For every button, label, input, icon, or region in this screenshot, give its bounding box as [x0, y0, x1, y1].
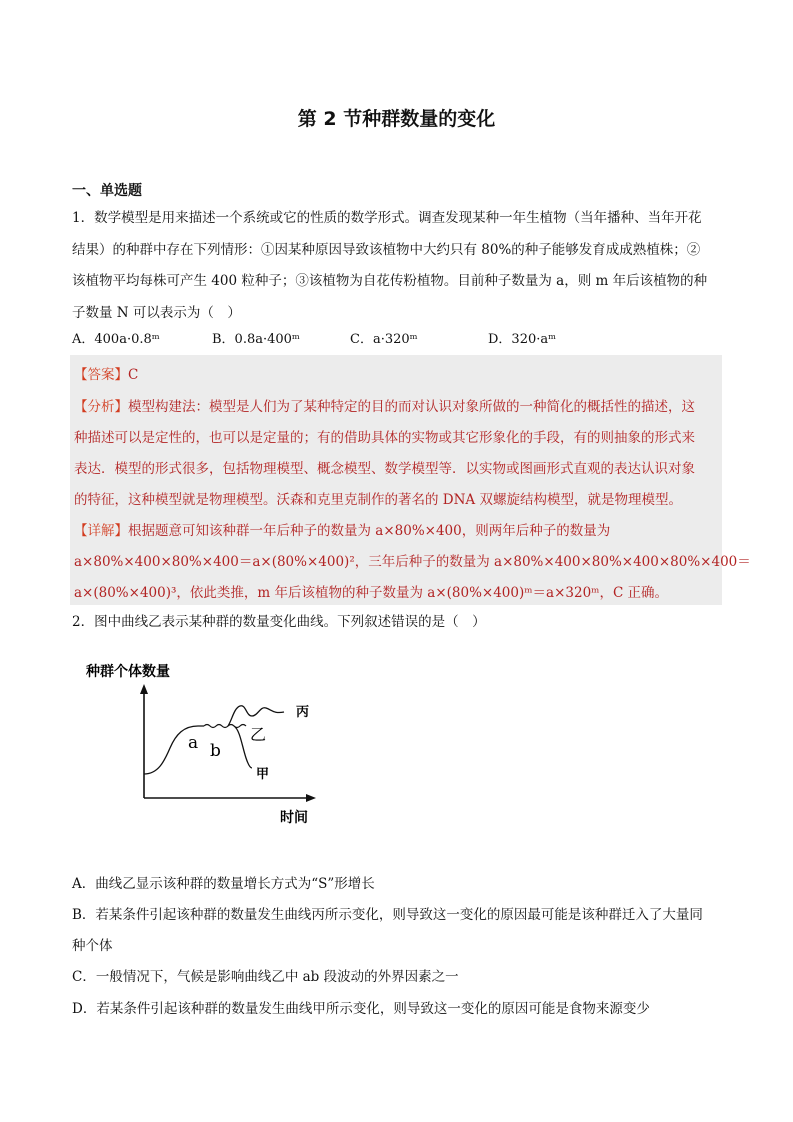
- answer-explanation-box: [70, 355, 751, 605]
- analysis-line: 种描述可以是定性的，也可以是定量的；有的借助具体的实物或其它形象化的手段，有的则抽象的形式来: [74, 430, 695, 446]
- analysis-line: [74, 395, 695, 415]
- question-1-stem: [72, 203, 722, 329]
- question-1-line: 结果）的种群中存在下列情形：①因某种原因导致该植物中大约只有 80%的种子能够发育成成熟植株；②: [72, 241, 701, 258]
- y-axis-arrow: [140, 684, 148, 694]
- curve-bing: [228, 706, 284, 726]
- option-d: D．320·aᵐ: [488, 332, 557, 347]
- label-b: b: [210, 741, 221, 761]
- question-2-option-a: A．曲线乙显示该种群的数量增长方式为“S”形增长: [72, 876, 375, 892]
- analysis-line: 表达．模型的形式很多，包括物理模型、概念模型、数学模型等．以实物或图画形式直观的表达认识对象: [74, 461, 695, 477]
- answer-tag: 【答案】: [74, 367, 128, 383]
- label-a: a: [188, 733, 199, 753]
- question-1-line: 子数量 N 可以表示为（ ）: [72, 304, 241, 321]
- answer-value: C: [128, 367, 139, 383]
- y-axis-label: 种群个体数量: [86, 664, 170, 680]
- question-1-line: 1．数学模型是用来描述一个系统或它的性质的数学形式。调查发现某种一年生植物（当年播种、当年开花: [72, 210, 702, 226]
- option-a: A．400a·0.8ᵐ: [72, 332, 160, 347]
- option-b: B．0.8a·400ᵐ: [212, 332, 300, 347]
- detail-text: 根据题意可知该种群一年后种子的数量为 a×80%×400，则两年后种子的数量为: [128, 523, 611, 539]
- analysis-text: 模型构建法：模型是人们为了某种特定的目的而对认识对象所做的一种简化的概括性的描述，这: [128, 399, 695, 415]
- answer-line: [74, 363, 138, 383]
- population-curve-figure: [80, 650, 340, 830]
- detail-line: a×80%×400×80%×400＝a×(80%×400)²，三年后种子的数量为 a×80%×400×80%×400×80%×400＝: [74, 554, 751, 570]
- label-jia: 甲: [256, 767, 270, 782]
- analysis-line: 的特征，这种模型就是物理模型。沃森和克里克制作的著名的 DNA 双螺旋结构模型，就是物理模型。: [74, 492, 682, 508]
- question-2-option-b-cont: 种个体: [72, 938, 113, 954]
- question-1-line: 该植物平均每株可产生 400 粒种子；③该植物为自花传粉植物。目前种子数量为 a，则 m 年后该植物的种: [72, 273, 708, 289]
- curve-yi-fluctuation: [204, 725, 246, 728]
- detail-line: a×(80%×400)³，依此类推，m 年后该植物的种子数量为 a×(80%×400)ᵐ＝a×320ᵐ，C 正确。: [74, 585, 669, 601]
- analysis-tag: 【分析】: [74, 399, 128, 415]
- question-2-option-d: D．若某条件引起该种群的数量发生曲线甲所示变化，则导致这一变化的原因可能是食物来源变少: [72, 1001, 650, 1017]
- detail-line: [74, 519, 610, 539]
- question-2-option-c: C．一般情况下，气候是影响曲线乙中 ab 段波动的外界因素之一: [72, 969, 459, 985]
- detail-tag: 【详解】: [74, 523, 128, 539]
- option-c: C．a·320ᵐ: [350, 332, 418, 347]
- section-heading: 一、单选题: [72, 183, 142, 199]
- question-2-option-b: B．若某条件引起该种群的数量发生曲线丙所示变化，则导致这一变化的原因最可能是该种群迁入了大量同: [72, 907, 703, 923]
- label-bing: 丙: [296, 705, 310, 720]
- page-title: 第 2 节种群数量的变化: [297, 108, 496, 130]
- label-yi: 乙: [250, 725, 267, 744]
- x-axis-label: 时间: [280, 810, 308, 826]
- question-2-stem: 2．图中曲线乙表示某种群的数量变化曲线。下列叙述错误的是（ ）: [72, 614, 486, 630]
- x-axis-arrow: [306, 794, 316, 802]
